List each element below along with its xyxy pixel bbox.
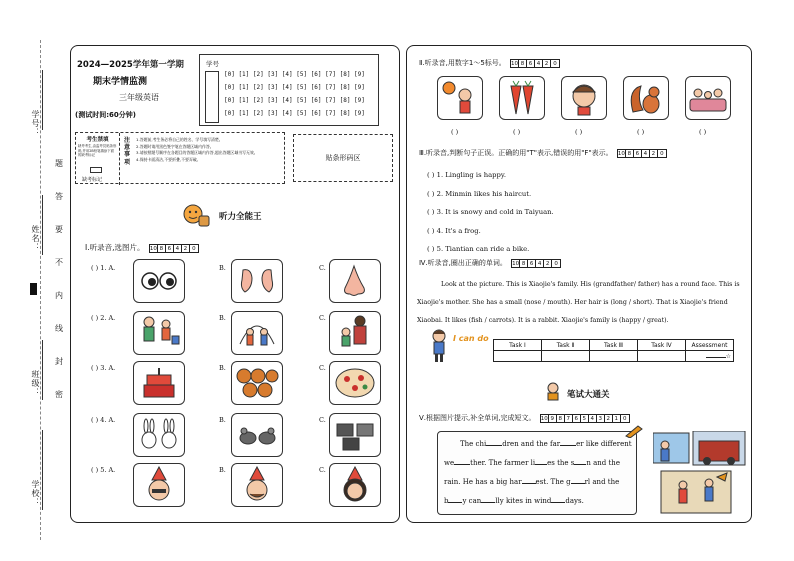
q1-item4-b: B. [219, 416, 226, 424]
exam-subject: 三年级英语 [119, 93, 159, 102]
assessment-cell[interactable] [590, 351, 638, 362]
score-cell[interactable]: 2 [543, 60, 551, 67]
barcode-area: 贴条形码区 [293, 134, 393, 182]
q1-item5-label: ( ) 5. A. [91, 466, 116, 474]
q4-title-text: Ⅳ.听录音,圈出正确的单词。 [419, 259, 507, 267]
score-cell[interactable]: 7 [565, 415, 573, 422]
picture-boy-face [561, 76, 607, 120]
score-cell[interactable]: 6 [634, 150, 642, 157]
fill-text: y can [462, 497, 482, 505]
id-digit-row[interactable]: [0] [1] [2] [3] [4] [5] [6] [7] [8] [9] [224, 110, 365, 117]
absent-box [76, 133, 120, 185]
assessment-cell[interactable] [542, 351, 590, 362]
ican-label: I can do [453, 334, 489, 343]
fill-blank[interactable] [522, 483, 536, 484]
name-line [42, 195, 43, 255]
q1-item4-c: C. [319, 416, 326, 424]
score-cell[interactable]: 6 [573, 415, 581, 422]
student-id-grid [199, 54, 379, 126]
fill-text: n and the [586, 459, 620, 467]
q2-title-text: Ⅱ.听录音,用数字1～5标号。 [419, 59, 506, 67]
student-id-label: 学号： [31, 110, 40, 137]
q1-item1-label: ( ) 1. A. [91, 264, 116, 272]
q1-item3-b: B. [219, 364, 226, 372]
right-answer-sheet [406, 45, 752, 523]
q1-title [85, 242, 199, 253]
fill-blank[interactable] [481, 502, 495, 503]
score-cell[interactable]: 0 [660, 150, 664, 157]
absent-checkbox[interactable] [90, 167, 102, 173]
fill-line-1 [460, 440, 632, 448]
notice-item: 4.保持卡面清洁,不要折叠,不要弄破。 [136, 156, 201, 162]
score-cell[interactable]: 9 [549, 415, 557, 422]
star-icon: ☆ [725, 352, 731, 360]
score-cell[interactable]: 4 [642, 150, 650, 157]
score-cell[interactable]: 0 [192, 245, 196, 252]
q2-title [419, 58, 560, 68]
q1-item2-b: B. [219, 314, 226, 322]
notice-item: 2.答题时请用黑色签字笔在答题区域内作答。 [136, 143, 214, 149]
q3-item[interactable]: ( ) 5. Tiantian can ride a bike. [427, 245, 530, 253]
q3-title [419, 148, 667, 158]
assessment-header: Task Ⅳ [638, 340, 686, 351]
picture-carrots [499, 76, 545, 120]
assessment-header: Task Ⅰ [494, 340, 542, 351]
picture-man-hat [231, 463, 283, 507]
exam-time: (测试时间:60分钟) [75, 111, 136, 119]
fill-text: rain. He has a big har [444, 478, 522, 486]
score-cell[interactable]: 4 [535, 60, 543, 67]
writing-icon [543, 381, 563, 403]
seal-char: 答 [55, 192, 63, 201]
q1-item4-label: ( ) 4. A. [91, 416, 116, 424]
q1-item3-label: ( ) 3. A. [91, 364, 116, 372]
picture-boy-hat [133, 463, 185, 507]
id-write-boxes [205, 71, 219, 123]
picture-ears [231, 259, 283, 303]
q5-title [419, 413, 630, 423]
fill-text: b [444, 497, 449, 505]
score-cell[interactable]: 6 [528, 260, 536, 267]
q1-item2-c: C. [319, 314, 326, 322]
q3-list [427, 166, 554, 259]
assessment-cell[interactable] [494, 351, 542, 362]
q1-item5-b: B. [219, 466, 226, 474]
picture-family-sofa [685, 76, 731, 120]
score-cell[interactable]: 8 [519, 60, 527, 67]
fill-text: ther. The farmer li [470, 459, 536, 467]
score-cell[interactable]: 2 [650, 150, 658, 157]
seal-char: 题 [55, 159, 63, 168]
seal-char: 不 [55, 258, 63, 267]
score-cell[interactable]: 5 [581, 415, 589, 422]
score-cell[interactable]: 0 [553, 60, 557, 67]
notice-item: 1.答题前,考生务必将自己的姓名、学号填写清楚。 [136, 137, 223, 142]
q4-line[interactable]: Look at the picture. This is Xiaojie's family. His (grandfather/ father) has a round face. This is [441, 281, 740, 288]
score-cell[interactable]: 8 [626, 150, 634, 157]
q1-score-box[interactable] [149, 244, 199, 253]
fill-line-2 [444, 459, 620, 467]
q1-item3-c: C. [319, 364, 326, 372]
listening-banner: 听力全能王 [219, 212, 262, 222]
fill-text: days. [565, 497, 584, 505]
picture-nose [329, 259, 381, 303]
picture-pizza [329, 361, 381, 405]
picture-father-daughter [329, 311, 381, 355]
fill-text: est. The g [535, 478, 571, 486]
fill-blank[interactable] [551, 502, 565, 503]
exam-title: 期末学情监测 [93, 77, 148, 87]
q3-item[interactable]: ( ) 2. Minmin likes his haircut. [427, 189, 532, 198]
q1-item1-c: C. [319, 264, 326, 272]
fill-paper [437, 431, 637, 515]
fill-text: es the s [547, 459, 575, 467]
q2-score-box[interactable] [510, 59, 560, 68]
score-cell[interactable]: 10 [617, 150, 625, 157]
picture-squirrel [623, 76, 669, 120]
assessment-star-cell[interactable] [686, 351, 734, 362]
class-label: 班级： [31, 370, 40, 397]
score-cell[interactable]: 6 [527, 60, 535, 67]
black-marker [30, 283, 37, 295]
fill-text: The chi [460, 440, 487, 448]
picture-eyes [133, 259, 185, 303]
seal-chars [55, 160, 67, 424]
star-blank[interactable] [706, 357, 726, 358]
picture-jump-rope [231, 311, 283, 355]
score-cell[interactable]: 8 [557, 415, 565, 422]
q4-score-box[interactable] [511, 259, 561, 268]
id-digit-row[interactable]: [0] [1] [2] [3] [4] [5] [6] [7] [8] [9] [224, 84, 365, 91]
score-cell[interactable]: 2 [182, 245, 190, 252]
pencil-icon [624, 424, 644, 440]
picture-hot-girl [437, 76, 483, 120]
picture-rabbits [133, 413, 185, 457]
score-cell[interactable]: 0 [622, 415, 627, 422]
score-cell[interactable]: 4 [536, 260, 544, 267]
class-line [42, 340, 43, 400]
seal-char: 密 [55, 390, 63, 399]
assessment-cell[interactable] [638, 351, 686, 362]
student-id-grid-label: 学号 [206, 60, 219, 68]
score-cell[interactable]: 3 [597, 415, 605, 422]
listening-icon [181, 202, 211, 230]
score-cell[interactable]: 10 [540, 415, 548, 422]
seal-char: 要 [55, 225, 63, 234]
score-cell[interactable]: 8 [520, 260, 528, 267]
notice-left-mid: 缺考考生,由监考员贴条形码,并用2B铅笔填涂下面的缺考标记 [78, 144, 117, 158]
fill-line-3 [444, 478, 619, 486]
score-cell[interactable]: 4 [589, 415, 597, 422]
fill-text: we [444, 459, 455, 467]
assessment-header: Assessment [686, 340, 734, 351]
assessment-header: Task Ⅲ [590, 340, 638, 351]
fill-blank[interactable] [574, 464, 586, 465]
q4-passage [417, 276, 749, 330]
assessment-value-row [494, 351, 734, 362]
q2-answer[interactable]: ( ) [699, 128, 707, 136]
score-cell[interactable]: 2 [544, 260, 552, 267]
q5-score-box[interactable] [540, 414, 630, 423]
q3-item[interactable]: ( ) 1. Lingling is happy. [427, 171, 506, 179]
score-cell[interactable]: 0 [554, 260, 558, 267]
score-cell[interactable]: 1 [613, 415, 621, 422]
school-label: 学校： [31, 480, 40, 507]
notice-left-top: 考生禁填 [86, 137, 109, 143]
assessment-table [493, 339, 734, 362]
student-id-line [42, 70, 43, 130]
fill-blank[interactable] [535, 464, 547, 465]
picture-cats [329, 413, 381, 457]
fill-blank[interactable] [560, 445, 576, 446]
name-label: 姓名： [31, 225, 40, 252]
fill-text: lly kites in wind [495, 497, 552, 505]
left-answer-sheet [70, 45, 400, 523]
fill-line-4 [444, 497, 584, 505]
picture-mice [231, 413, 283, 457]
score-cell[interactable]: 10 [512, 260, 520, 267]
q1-item2-label: ( ) 2. A. [91, 314, 116, 322]
seal-char: 内 [55, 291, 63, 300]
q3-item[interactable]: ( ) 3. It is snowy and cold in Taiyuan. [427, 208, 554, 216]
score-cell[interactable]: 4 [174, 245, 182, 252]
exam-term: 2024—2025学年第一学期 [77, 60, 184, 70]
seal-char: 线 [55, 324, 63, 333]
notice-title: 注意事项 [124, 137, 131, 166]
q3-title-text: Ⅲ.听录音,判断句子正误。正确的用"T"表示,错误的用"F"表示。 [419, 149, 613, 157]
score-cell[interactable]: 2 [605, 415, 613, 422]
q3-item[interactable]: ( ) 4. It's a frog. [427, 226, 481, 235]
score-cell[interactable]: 8 [158, 245, 166, 252]
school-line [42, 430, 43, 510]
writing-banner: 笔试大通关 [567, 390, 610, 400]
assessment-header: Task Ⅱ [542, 340, 590, 351]
score-cell[interactable]: 10 [149, 245, 157, 252]
q4-line[interactable]: Xiaojie's mother. She has a small (nose / mouth). Her hair is (long / short). That is Xiaojie's friend [417, 299, 728, 306]
fill-blank[interactable] [448, 502, 462, 503]
q1-item5-c: C. [319, 466, 326, 474]
score-cell[interactable]: 6 [166, 245, 174, 252]
picture-farm-scenes [653, 431, 747, 515]
picture-cake [133, 361, 185, 405]
seal-char: 封 [55, 357, 63, 366]
q1-item1-b: B. [219, 264, 226, 272]
fill-blank[interactable] [486, 445, 502, 446]
fill-text: dren and the far [502, 440, 561, 448]
notice-list [136, 137, 284, 164]
id-digit-row[interactable]: [0] [1] [2] [3] [4] [5] [6] [7] [8] [9] [224, 97, 365, 104]
notice-item: 3.请按照题号顺序在各题目的答题区域内作答,超出答题区域书写无效。 [136, 150, 258, 156]
q4-title [419, 258, 561, 268]
q2-answer[interactable]: ( ) [451, 128, 459, 136]
score-cell[interactable]: 10 [511, 60, 519, 67]
q2-answer[interactable]: ( ) [575, 128, 583, 136]
q3-score-box[interactable] [617, 149, 667, 158]
picture-cookies [231, 361, 283, 405]
assessment-header-row [494, 340, 734, 351]
fill-blank[interactable] [454, 464, 470, 465]
picture-girl-hat [329, 463, 381, 507]
binding-strip [0, 0, 70, 561]
q1-title-text: Ⅰ.听录音,选图片。 [85, 243, 145, 252]
fill-blank[interactable] [571, 483, 585, 484]
picture-family-walk [133, 311, 185, 355]
ican-figure [427, 329, 451, 365]
q5-title-text: Ⅴ.根据图片提示,补全单词,完成短文。 [419, 414, 536, 422]
absent-label: 缺考标记 [82, 177, 103, 183]
fill-text: rl and the [584, 478, 620, 486]
id-digit-row[interactable]: [0] [1] [2] [3] [4] [5] [6] [7] [8] [9] [224, 71, 365, 78]
q2-answer[interactable]: ( ) [637, 128, 645, 136]
notice-block [75, 132, 285, 184]
fill-text: er like different [576, 440, 632, 448]
q2-answer[interactable]: ( ) [513, 128, 521, 136]
q4-line[interactable]: Xiaobai. It likes (fish / carrots). It is a rabbit. Xiaojie's family is (happy / great). [417, 317, 669, 324]
